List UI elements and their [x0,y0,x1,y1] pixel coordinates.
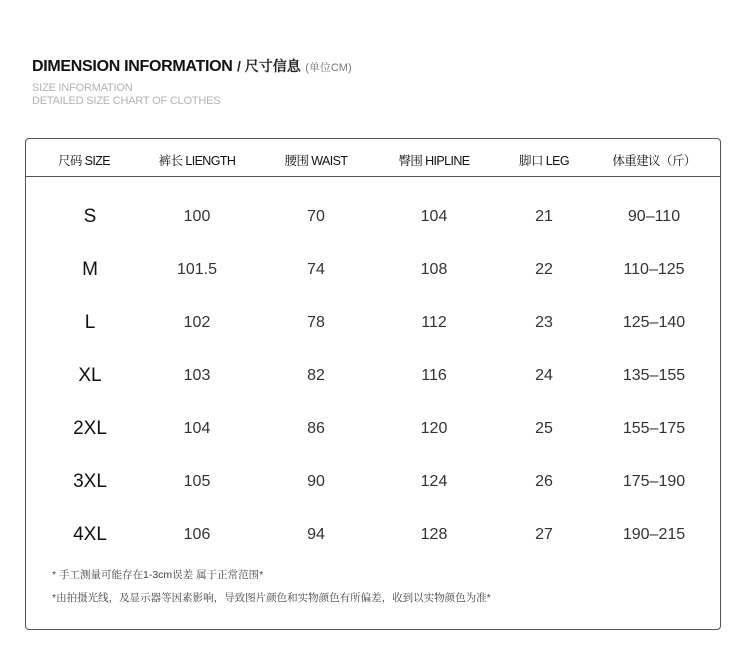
column-header-waist: 腰围 WAIST [284,154,348,168]
weight-cell: 110–125 [623,261,685,278]
weight-cell: 190–215 [622,526,686,543]
weight-cell: 155–175 [622,420,686,437]
subtitle-size-chart: DETAILED SIZE CHART OF CLOTHES [32,95,221,107]
table-header-row [26,139,720,177]
weight-cell: 175–190 [622,473,686,490]
hipline-cell: 116 [421,367,447,384]
title-unit: (单位CM) [305,62,352,74]
length-cell: 101.5 [176,261,218,278]
leg-cell: 27 [535,526,553,543]
waist-cell: 94 [307,526,325,543]
footnotes [52,569,491,605]
column-header-leg: 脚口 LEG [519,154,569,168]
measurement-error-note: * 手工测量可能存在1-3cm误差 属于正常范围* [52,569,264,581]
hipline-cell: 112 [421,314,447,331]
size-chart-table [25,138,721,630]
size-cell: 4XL [73,524,107,545]
hipline-cell: 108 [420,261,448,278]
table-row [26,520,720,550]
leg-cell: 24 [535,367,553,384]
size-cell: S [83,206,97,227]
length-cell: 106 [183,526,211,543]
table-row [26,361,720,391]
leg-cell: 25 [535,420,553,437]
title-chinese: / 尺寸信息 [236,58,301,74]
waist-cell: 78 [307,314,325,331]
hipline-cell: 104 [420,208,448,225]
length-cell: 100 [183,208,211,225]
hipline-cell: 124 [420,473,448,490]
waist-cell: 90 [307,473,325,490]
table-row [26,467,720,497]
column-header-size: 尺码 SIZE [57,154,111,168]
size-cell: 2XL [73,418,107,439]
size-cell: 3XL [73,471,107,492]
length-cell: 103 [183,367,211,384]
length-cell: 102 [183,314,211,331]
page-title [32,56,352,78]
column-header-hipline: 臀围 HIPLINE [398,154,470,168]
waist-cell: 82 [307,367,325,384]
waist-cell: 86 [307,420,325,437]
column-header-length: 裤长 LIENGTH [158,154,236,168]
weight-cell: 135–155 [622,367,686,384]
subtitle-size-information: SIZE INFORMATION [32,82,133,94]
leg-cell: 26 [535,473,553,490]
title-english: DIMENSION INFORMATION [32,58,233,75]
leg-cell: 21 [535,208,553,225]
length-cell: 105 [183,473,211,490]
size-cell: M [82,259,98,280]
color-deviation-note: *由拍摄光线，及显示器等因素影响，导致图片颜色和实物颜色有所偏差，收到以实物颜色为准* [52,592,491,604]
leg-cell: 22 [535,261,553,278]
size-cell: XL [78,365,102,386]
waist-cell: 70 [307,208,325,225]
leg-cell: 23 [535,314,553,331]
table-row [26,255,720,285]
weight-cell: 125–140 [622,314,686,331]
weight-cell: 90–110 [627,208,681,225]
table-row [26,308,720,338]
header [32,56,352,108]
hipline-cell: 120 [420,420,448,437]
length-cell: 104 [183,420,211,437]
table-row [26,202,720,232]
hipline-cell: 128 [420,526,448,543]
column-header-weight: 体重建议（斤） [612,154,696,168]
size-cell: L [84,312,96,333]
waist-cell: 74 [307,261,325,278]
table-row [26,414,720,444]
